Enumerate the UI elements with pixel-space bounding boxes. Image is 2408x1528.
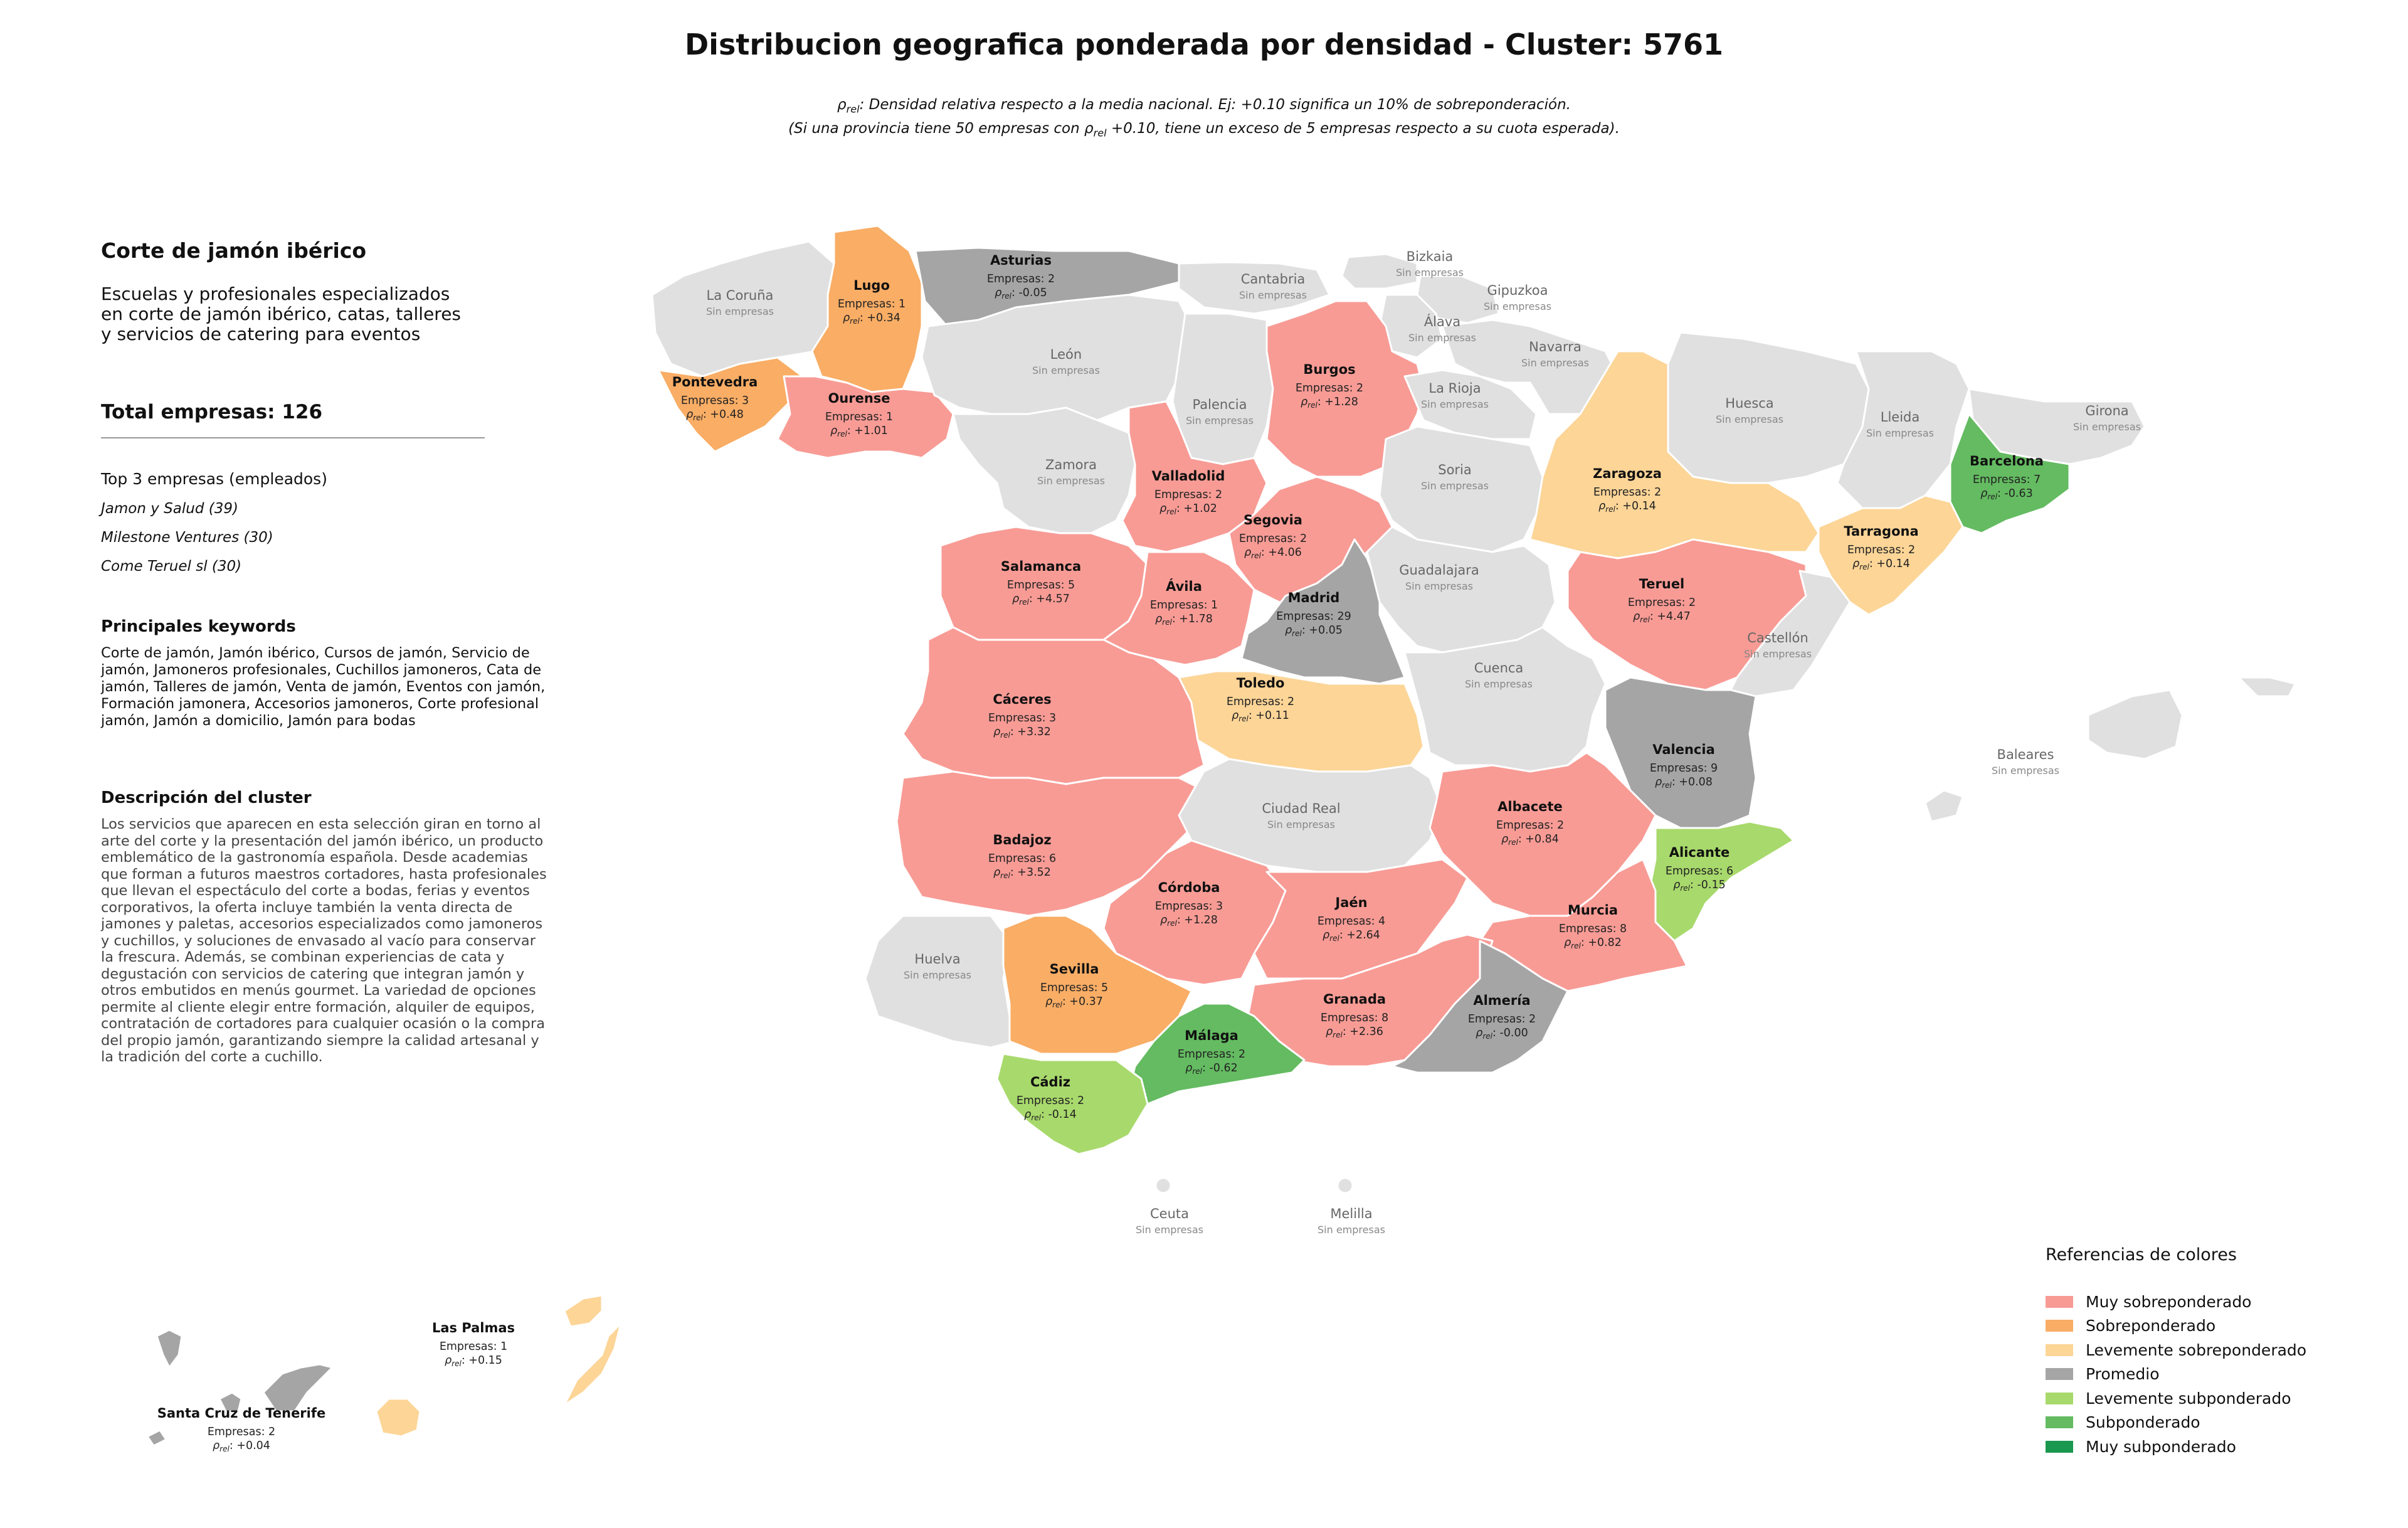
- legend-label: Promedio: [2086, 1365, 2160, 1384]
- province-companies: Empresas: 1: [439, 1340, 508, 1353]
- province-huelva: [865, 916, 1016, 1048]
- province-no-companies: Sin empresas: [706, 305, 774, 317]
- province-companies: Empresas: 3: [680, 395, 749, 407]
- province-rho: $\rho_{rel}$: -0.14: [1024, 1108, 1077, 1122]
- province-name: Cádiz: [1030, 1074, 1071, 1090]
- province-rho: $\rho_{rel}$: +0.15: [445, 1354, 502, 1368]
- province-name: Guadalajara: [1399, 563, 1479, 578]
- cluster-summary: Escuelas y profesionales especializados en corte de jamón ibérico, catas, talleres y servicios de catering para eventos: [101, 284, 462, 344]
- province-name: Sevilla: [1049, 962, 1099, 977]
- province-name: Albacete: [1497, 799, 1563, 814]
- province-companies: Empresas: 1: [837, 298, 906, 310]
- province-companies: Empresas: 4: [1317, 915, 1386, 928]
- color-legend: [2046, 1245, 2384, 1459]
- legend-label: Subponderado: [2086, 1413, 2200, 1432]
- province-name: Huelva: [914, 952, 961, 967]
- legend-item: [2046, 1362, 2384, 1387]
- province-name: Navarra: [1529, 339, 1582, 354]
- province-rho: $\rho_{rel}$: +0.37: [1045, 995, 1103, 1009]
- subtitle-line-1: $\rho_{rel}$: Densidad relativa respecto a la media nacional. Ej: +0.10 significa un 10% de sobreponderación.: [837, 97, 1571, 115]
- province-companies: Empresas: 2: [1295, 382, 1364, 395]
- legend-item: [2046, 1411, 2384, 1435]
- province-companies: Empresas: 6: [988, 852, 1057, 865]
- province-no-companies: Sin empresas: [1521, 357, 1589, 369]
- province-rho: $\rho_{rel}$: +2.36: [1326, 1026, 1383, 1039]
- province-name: León: [1050, 347, 1082, 362]
- province-name: Valladolid: [1151, 469, 1225, 484]
- legend-swatch: [2046, 1368, 2073, 1380]
- province-no-companies: Sin empresas: [1408, 332, 1476, 344]
- province-companies: Empresas: 2: [1627, 597, 1696, 609]
- province-rho: $\rho_{rel}$: +3.52: [993, 866, 1051, 880]
- legend-swatch: [2046, 1296, 2073, 1308]
- province-baleares: [1925, 677, 2295, 822]
- province-no-companies: Sin empresas: [1405, 580, 1473, 592]
- map-title: Distribucion geografica ponderada por densidad - Cluster: 5761: [685, 28, 1723, 61]
- province-rho: $\rho_{rel}$: -0.15: [1673, 879, 1726, 893]
- province-name: Ceuta: [1150, 1206, 1189, 1221]
- province-name: Bizkaia: [1406, 249, 1454, 264]
- province-toledo: [1179, 671, 1423, 772]
- province-name: Asturias: [990, 253, 1052, 268]
- province-name: Ourense: [828, 391, 890, 406]
- province-name: Badajoz: [993, 832, 1052, 847]
- province-rho: $\rho_{rel}$: +1.02: [1159, 502, 1217, 516]
- province-no-companies: Sin empresas: [1396, 267, 1464, 279]
- legend-item: [2046, 1314, 2384, 1339]
- province-name: Granada: [1323, 992, 1386, 1007]
- province-companies: Empresas: 7: [1972, 474, 2041, 486]
- province-rho: $\rho_{rel}$: -0.05: [995, 287, 1047, 300]
- province-rho: $\rho_{rel}$: +1.01: [830, 425, 888, 438]
- province-rho: $\rho_{rel}$: -0.62: [1185, 1062, 1238, 1076]
- province-name: Teruel: [1639, 576, 1685, 592]
- legend-swatch: [2046, 1416, 2073, 1428]
- province-companies: Empresas: 5: [1040, 982, 1109, 994]
- province-rho: $\rho_{rel}$: +0.84: [1501, 833, 1559, 847]
- legend-swatch: [2046, 1393, 2073, 1404]
- legend-label: Muy subponderado: [2086, 1437, 2236, 1456]
- legend-label: Levemente sobreponderado: [2086, 1340, 2307, 1359]
- province-no-companies: Sin empresas: [1421, 398, 1489, 410]
- province-name: Valencia: [1652, 742, 1715, 757]
- province-rho: $\rho_{rel}$: +0.14: [1852, 558, 1910, 571]
- province-name: Málaga: [1185, 1028, 1238, 1043]
- province-name: Palencia: [1192, 397, 1247, 412]
- province-no-companies: Sin empresas: [1318, 1224, 1385, 1236]
- province-name: Madrid: [1287, 590, 1340, 605]
- province-name: Castellón: [1747, 630, 1809, 645]
- province-rho: $\rho_{rel}$: +0.05: [1285, 624, 1343, 638]
- province-rho: $\rho_{rel}$: +4.57: [1012, 593, 1070, 607]
- province-no-companies: Sin empresas: [1032, 364, 1100, 376]
- keywords-heading: Principales keywords: [101, 617, 296, 636]
- province-companies: Empresas: 2: [1177, 1048, 1246, 1061]
- province-no-companies: Sin empresas: [1239, 289, 1307, 301]
- province-name: Alicante: [1669, 845, 1730, 860]
- province-companies: Empresas: 2: [1593, 486, 1662, 499]
- province-name: Girona: [2085, 403, 2129, 418]
- province-no-companies: Sin empresas: [1465, 678, 1533, 690]
- legend-item: [2046, 1435, 2384, 1459]
- province-companies: Empresas: 8: [1558, 923, 1627, 935]
- province-rho: $\rho_{rel}$: +1.78: [1155, 613, 1213, 627]
- province-ceuta: [1156, 1178, 1171, 1193]
- top3-item-3: Come Teruel sl (30): [101, 558, 242, 575]
- province-name: La Coruña: [706, 288, 774, 303]
- province-name: Álava: [1423, 314, 1461, 329]
- province-no-companies: Sin empresas: [2073, 421, 2141, 433]
- legend-label: Levemente subponderado: [2086, 1389, 2291, 1408]
- province-rho: $\rho_{rel}$: +0.11: [1232, 709, 1289, 723]
- legend-swatch: [2046, 1344, 2073, 1356]
- province-companies: Empresas: 2: [1016, 1095, 1085, 1107]
- province-no-companies: Sin empresas: [1186, 415, 1254, 427]
- subtitle-line-2: (Si una provincia tiene 50 empresas con $\rho_{rel} +0.10$, tiene un exceso de 5 empresas respecto a su cuota esperada).: [788, 120, 1620, 139]
- province-name: Soria: [1438, 462, 1472, 477]
- province-companies: Empresas: 2: [1467, 1013, 1536, 1026]
- top3-item-1: Jamon y Salud (39): [101, 501, 238, 517]
- province-companies: Empresas: 2: [207, 1426, 276, 1438]
- province-companies: Empresas: 1: [825, 411, 894, 423]
- province-companies: Empresas: 9: [1649, 762, 1718, 775]
- province-companies: Empresas: 2: [1238, 533, 1307, 545]
- province-name: Jaén: [1335, 895, 1368, 910]
- province-rho: $\rho_{rel}$: +2.64: [1323, 929, 1380, 943]
- province-name: Lleida: [1880, 410, 1920, 425]
- province-name: Gipuzkoa: [1487, 283, 1548, 298]
- province-rho: $\rho_{rel}$: +0.04: [213, 1440, 270, 1453]
- province-rho: $\rho_{rel}$: +0.82: [1564, 936, 1622, 950]
- province-rho: $\rho_{rel}$: +0.34: [843, 312, 900, 326]
- province-companies: Empresas: 8: [1320, 1012, 1389, 1024]
- province-companies: Empresas: 2: [986, 273, 1055, 285]
- province-rho: $\rho_{rel}$: +3.32: [993, 726, 1051, 740]
- province-no-companies: Sin empresas: [1421, 480, 1489, 492]
- description-text: Los servicios que aparecen en esta selección giran en torno al arte del corte y la presentación del jamón ibérico, un producto emblemático de la gastronomía española. Desde academias que forman a futuros maestros cortadores, hasta profesionales que llevan el espectáculo del corte a bodas, ferias y eventos corporativos, la oferta incluye también la venta directa de jamones y paletas, accesorios especializados como jamoneros y cuchillos, y soluciones de envasado al vacío para conservar la frescura. Además, se combinan experiencias de cata y degustación con servicios de catering que integran jamón y otros embutidos en menús gourmet. La variedad de opciones permite al cliente elegir entre formación, alquiler de equipos, contratación de cortadores para cualquier ocasión o la compra del propio jamón, garantizando siempre la calidad artesanal y la tradición del corte a cuchillo.: [101, 816, 547, 1065]
- province-companies: Empresas: 6: [1665, 865, 1734, 878]
- province-rho: $\rho_{rel}$: +1.28: [1160, 914, 1218, 928]
- province-no-companies: Sin empresas: [904, 969, 971, 981]
- province-name: Segovia: [1244, 512, 1302, 528]
- description-heading: Descripción del cluster: [101, 788, 312, 807]
- province-name: Toledo: [1236, 676, 1285, 691]
- province-name: Pontevedra: [672, 374, 758, 390]
- province-name: Ciudad Real: [1262, 801, 1341, 816]
- province-no-companies: Sin empresas: [1136, 1224, 1203, 1236]
- legend-item: [2046, 1338, 2384, 1362]
- province-rho: $\rho_{rel}$: +4.06: [1244, 546, 1302, 560]
- province-name: Tarragona: [1844, 524, 1919, 539]
- province-rho: $\rho_{rel}$: +0.48: [686, 408, 744, 422]
- province-name: Almería: [1473, 993, 1531, 1008]
- province-companies: Empresas: 29: [1276, 610, 1351, 623]
- province-name: Cuenca: [1474, 661, 1524, 676]
- province-companies: Empresas: 2: [1154, 489, 1223, 501]
- province-rho: $\rho_{rel}$: -0.00: [1476, 1027, 1528, 1041]
- legend-item: [2046, 1386, 2384, 1411]
- province-no-companies: Sin empresas: [1866, 427, 1934, 439]
- province-name: Baleares: [1997, 747, 2054, 762]
- province-name: Córdoba: [1158, 880, 1220, 895]
- total-companies: Total empresas: 126: [101, 401, 485, 438]
- province-name: Salamanca: [1000, 559, 1082, 574]
- province-palencia: [1173, 314, 1273, 464]
- province-name: Barcelona: [1970, 454, 2044, 469]
- province-name: Murcia: [1567, 903, 1619, 918]
- province-companies: Empresas: 2: [1847, 544, 1916, 556]
- province-name: Cáceres: [993, 692, 1052, 707]
- province-cantabria: [1179, 262, 1329, 314]
- cluster-name: Corte de jamón ibérico: [101, 238, 367, 263]
- province-companies: Empresas: 5: [1006, 579, 1075, 592]
- province-companies: Empresas: 2: [1226, 696, 1295, 708]
- province-no-companies: Sin empresas: [1037, 475, 1105, 487]
- legend-swatch: [2046, 1441, 2073, 1453]
- province-no-companies: Sin empresas: [1992, 765, 2059, 777]
- province-name: Zaragoza: [1593, 466, 1662, 481]
- province-no-companies: Sin empresas: [1744, 648, 1812, 660]
- province-name: Santa Cruz de Tenerife: [157, 1406, 326, 1421]
- province-no-companies: Sin empresas: [1716, 413, 1783, 425]
- province-no-companies: Sin empresas: [1484, 300, 1551, 312]
- province-companies: Empresas: 3: [1154, 900, 1223, 913]
- province-rho: $\rho_{rel}$: +1.28: [1301, 396, 1358, 410]
- legend-swatch: [2046, 1320, 2073, 1332]
- province-companies: Empresas: 3: [988, 712, 1057, 724]
- province-name: Cantabria: [1240, 272, 1306, 287]
- province-companies: Empresas: 2: [1496, 819, 1565, 832]
- province-rho: $\rho_{rel}$: +0.14: [1598, 500, 1656, 514]
- top3-item-2: Milestone Ventures (30): [101, 529, 273, 546]
- legend-item: [2046, 1290, 2384, 1314]
- province-no-companies: Sin empresas: [1267, 819, 1335, 830]
- top3-heading: Top 3 empresas (empleados): [101, 470, 327, 488]
- province-rho: $\rho_{rel}$: -0.63: [1980, 487, 2033, 501]
- legend-label: Muy sobreponderado: [2086, 1292, 2252, 1311]
- keywords-text: Corte de jamón, Jamón ibérico, Cursos de jamón, Servicio de jamón, Jamoneros profesionales, Cuchillos jamoneros, Cata de jamón, Talleres de jamón, Venta de jamón, Eventos con jamón, Formación jamonera, Accesorios jamoneros, Corte profesional jamón, Jamón a domicilio, Jamón para bodas: [101, 645, 546, 729]
- province-name: Las Palmas: [431, 1320, 515, 1335]
- province-name: Burgos: [1303, 362, 1356, 377]
- province-name: Lugo: [853, 278, 890, 293]
- province-name: Ávila: [1166, 579, 1202, 594]
- province-rho: $\rho_{rel}$: +4.47: [1633, 610, 1691, 624]
- province-name: Huesca: [1725, 396, 1774, 411]
- legend-title: Referencias de colores: [2046, 1245, 2237, 1265]
- legend-label: Sobreponderado: [2086, 1317, 2216, 1335]
- province-name: La Rioja: [1428, 381, 1481, 396]
- province-name: Melilla: [1330, 1206, 1373, 1221]
- province-companies: Empresas: 1: [1149, 599, 1218, 612]
- province-melilla: [1338, 1178, 1353, 1193]
- province-rho: $\rho_{rel}$: +0.08: [1655, 776, 1713, 790]
- province-name: Zamora: [1045, 457, 1097, 472]
- province-zamora: [953, 408, 1135, 533]
